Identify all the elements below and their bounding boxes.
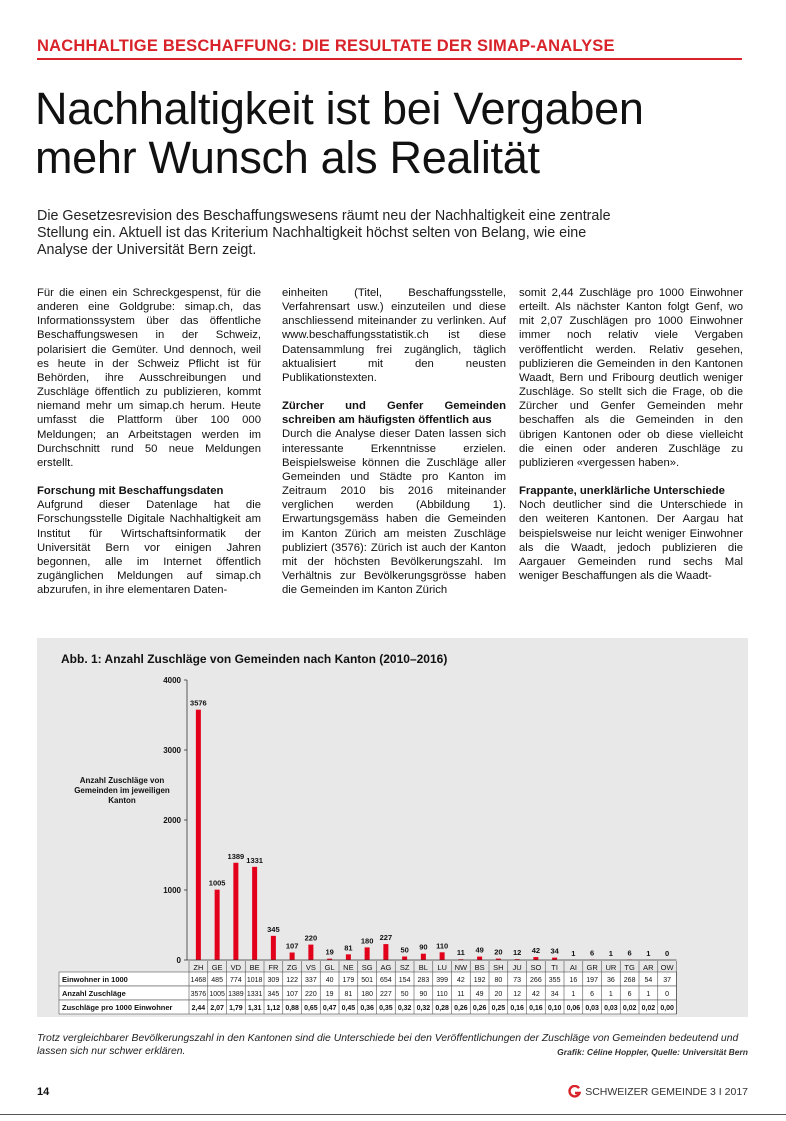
table-cell: 49: [475, 991, 484, 998]
x-category-label: AG: [380, 963, 392, 972]
figure-caption: Trotz vergleichbarer Bevölkerungszahl in den Kantonen sind die Unterschiede bei den Veröffentlichungen der Zuschläge von Gemeinden bedeutend und lassen sich nur schwer erklären.: [37, 1033, 739, 1057]
table-cell: 0,26: [472, 1005, 487, 1012]
table-cell: 1,12: [266, 1005, 281, 1012]
x-category-label: FR: [268, 963, 279, 972]
headline: [35, 84, 755, 182]
x-category-label: JU: [512, 963, 522, 972]
bar-value-label: 3576: [190, 698, 207, 708]
table-cell: 0,25: [491, 1005, 506, 1012]
footer-brand: [568, 1085, 748, 1098]
table-cell: 154: [398, 977, 411, 984]
table-cell: 180: [361, 991, 373, 998]
chart-figure: [37, 638, 748, 1017]
table-cell: 34: [550, 991, 559, 998]
bar-value-label: 1389: [227, 851, 245, 861]
table-cell: 283: [417, 977, 430, 984]
table-cell: 268: [623, 977, 636, 984]
y-tick-label: 0: [176, 956, 181, 965]
x-category-label: SG: [361, 963, 373, 972]
paragraph: Für die einen ein Schreckgespenst, für die anderen eine Goldgrube: simap.ch, das Informationssystem über das öffentliche Beschaffungswesen in der Schweiz, polarisiert die Gemüter. Und dennoch, weil es heute in der Schweiz Pflicht ist für Behörden, ihre Ausschreibungen und Zuschläge öffentlich zu publizieren, kommt niemand mehr um simap.ch herum. Heute umfasst die Plattform über 100 000 Meldungen; an Arbeitstagen werden im Durchschnitt rund 50 neue Meldungen erstellt.: [37, 287, 261, 469]
table-cell: 3576: [190, 991, 207, 998]
chart-title: Abb. 1: Anzahl Zuschläge von Gemeinden nach Kanton (2010–2016): [61, 652, 448, 666]
bar-value-label: 42: [531, 946, 541, 956]
subheading: Frappante, unerklärliche Unterschiede: [519, 485, 725, 498]
bar-value-label: 6: [627, 948, 632, 958]
gemeinde-logo-icon: [568, 1085, 581, 1098]
x-category-label: ZG: [286, 963, 298, 972]
bar-value-label: 50: [400, 945, 409, 955]
x-category-label: OW: [660, 963, 674, 972]
table-cell: 1: [608, 991, 613, 998]
table-cell: 220: [305, 991, 317, 998]
x-category-label: GL: [324, 963, 335, 972]
table-cell: 2,07: [210, 1005, 224, 1012]
footer-rule: [0, 1114, 786, 1115]
table-cell: 399: [436, 977, 448, 984]
table-cell: 1,31: [247, 1005, 262, 1012]
page-number: 14: [37, 1086, 50, 1098]
table-cell: 80: [494, 977, 503, 984]
table-cell: 1: [571, 991, 576, 998]
table-cell: 0,00: [660, 1005, 674, 1012]
chart-bar: [290, 953, 295, 960]
table-row-label: Zuschläge pro 1000 Einwohner: [62, 1003, 173, 1012]
table-cell: 0,16: [510, 1005, 524, 1012]
headline-line1: Nachhaltigkeit ist bei Vergaben: [35, 83, 644, 134]
table-cell: 40: [325, 977, 334, 984]
table-row-label: Einwohner in 1000: [62, 975, 128, 984]
chart-bar: [440, 952, 445, 960]
text-column-1: [37, 286, 261, 597]
table-cell: 20: [494, 991, 503, 998]
bar-value-label: 19: [325, 947, 334, 957]
x-category-label: UR: [605, 963, 617, 972]
paragraph: einheiten (Titel, Beschaffungsstelle, Verfahrensart usw.) einzuteilen und diese anschliessend miteinander zu verlinken. Auf www.beschaffungsstatistik.ch ist diese Datensammlung frei zugänglich, täglich aktualisiert mit den neusten Publikationstexten.: [282, 287, 506, 384]
table-cell: 122: [286, 977, 298, 984]
bar-value-label: 1: [608, 948, 613, 958]
x-category-label: AR: [643, 963, 654, 972]
table-cell: 0,02: [622, 1005, 637, 1012]
headline-line2: mehr Wunsch als Realität: [35, 132, 540, 183]
x-category-label: VS: [305, 963, 316, 972]
kicker-rule: [37, 58, 742, 60]
bar-chart: [37, 638, 748, 1017]
chart-bar: [271, 936, 276, 960]
x-category-label: TG: [624, 963, 635, 972]
table-cell: 1331: [246, 991, 263, 998]
table-cell: 485: [211, 977, 223, 984]
table-cell: 6: [590, 991, 595, 998]
table-cell: 11: [457, 991, 465, 998]
table-cell: 0,36: [360, 1005, 374, 1012]
table-cell: 1,79: [229, 1005, 243, 1012]
paragraph: somit 2,44 Zuschläge pro 1000 Einwohner erteilt. Als nächster Kanton folgt Genf, wo mit 2,07 Zuschlägen pro 1000 Einwohner immer noch relativ viele Vergaben veröffentlicht werden. Relativ gesehen, publizieren die Gemeinden in den Kantonen Waadt, Bern und Fribourg deutlich weniger Zuschläge. So stellt sich die Frage, ob die Zürcher und Genfer Gemeinden mehr beschaffen als die Gemeinden in den übrigen Kantonen oder ob diese vielleicht die einen oder anderen Zuschläge zu publizieren «vergessen haben».: [519, 287, 743, 469]
table-cell: 12: [513, 991, 522, 998]
paragraph: Aufgrund dieser Datenlage hat die Forschungsstelle Digitale Nachhaltigkeit am Institut für Wirtschaftsinformatik der Universität Bern vor einigen Jahren begonnen, alle im Internet öffentlich zugänglichen Meldungen auf simap.ch abzurufen, in ihre elementaren Daten-: [37, 499, 261, 597]
chart-bar: [402, 957, 407, 961]
chart-bar: [196, 710, 201, 960]
table-cell: 0,26: [454, 1005, 468, 1012]
bar-value-label: 6: [590, 948, 595, 958]
bar-value-label: 0: [665, 949, 670, 958]
table-cell: 1018: [246, 977, 263, 984]
table-cell: 90: [419, 991, 428, 998]
table-cell: 36: [606, 977, 615, 984]
table-cell: 16: [569, 977, 578, 984]
table-cell: 1468: [190, 977, 207, 984]
y-tick-label: 4000: [163, 676, 181, 685]
table-cell: 42: [531, 991, 540, 998]
table-cell: 73: [513, 977, 522, 984]
x-category-label: BL: [418, 963, 428, 972]
table-cell: 0,88: [285, 1005, 299, 1012]
chart-bar: [533, 957, 538, 960]
bar-value-label: 90: [419, 942, 428, 952]
paragraph: Durch die Analyse dieser Daten lassen sich interessante Erkenntnisse erzielen. Beispielsweise können die Zuschläge aller Gemeinden und Städte pro Kanton im Zeitraum 2010 bis 2016 miteinander verglichen werden (Abbildung 1). Erwartungsgemäss haben die Gemeinden im Kanton Zürich am meisten Zuschläge publiziert (3576): Zürich ist auch der Kanton mit der höchsten Bevölkerungszahl. Im Verhältnis zur Bevölkerungsgrösse haben die Gemeinden im Kanton Zürich: [282, 428, 506, 597]
chart-bar: [346, 954, 351, 960]
chart-bar: [252, 867, 257, 960]
table-cell: 2,44: [191, 1005, 206, 1012]
x-category-label: BS: [474, 963, 485, 972]
bar-value-label: 34: [550, 946, 559, 956]
text-column-2: [282, 286, 506, 597]
bar-value-label: 110: [436, 941, 449, 951]
table-cell: 774: [230, 977, 242, 984]
table-cell: 309: [267, 977, 280, 984]
chart-y-label: Anzahl Zuschläge von Gemeinden im jeweiligen Kanton: [74, 776, 170, 805]
table-cell: 0,02: [641, 1005, 656, 1012]
table-cell: 54: [644, 977, 653, 984]
y-tick-label: 2000: [163, 816, 181, 825]
y-tick-label: 3000: [163, 746, 181, 755]
bar-value-label: 1: [646, 948, 651, 958]
x-category-label: VD: [230, 963, 242, 972]
footer-brand-text: SCHWEIZER GEMEINDE 3 I 2017: [585, 1085, 748, 1098]
table-cell: 0: [665, 991, 670, 998]
table-cell: 227: [380, 991, 392, 998]
y-tick-label: 1000: [163, 886, 181, 895]
table-cell: 0,28: [435, 1005, 449, 1012]
chart-bar: [365, 947, 370, 960]
bar-value-label: 1331: [246, 855, 263, 865]
chart-bar: [233, 863, 238, 960]
table-cell: 654: [380, 977, 392, 984]
bar-value-label: 107: [285, 941, 299, 951]
paragraph: Noch deutlicher sind die Unterschiede in den weiteren Kantonen. Der Aargau hat beispielsweise nur leicht weniger Einwohner als die Waadt, jedoch publizieren die Aargauer Gemeinden rund sechs Mal weniger Beschaffungen als die Waadt-: [519, 499, 743, 582]
table-cell: 1389: [228, 991, 244, 998]
table-cell: 179: [342, 977, 355, 984]
table-cell: 107: [286, 991, 298, 998]
table-cell: 110: [436, 991, 448, 998]
text-column-3: [519, 286, 743, 583]
x-category-label: SH: [493, 963, 504, 972]
x-category-label: LU: [437, 963, 447, 972]
chart-bar: [383, 944, 388, 960]
chart-bar: [477, 957, 482, 960]
x-category-label: AI: [569, 963, 577, 972]
bar-value-label: 49: [475, 945, 484, 955]
table-cell: 345: [267, 991, 280, 998]
table-cell: 0,35: [379, 1005, 393, 1012]
chart-bar: [215, 890, 220, 960]
bar-value-label: 1005: [208, 878, 226, 888]
table-cell: 19: [325, 991, 334, 998]
x-category-label: ZH: [193, 963, 204, 972]
table-cell: 81: [344, 991, 353, 998]
table-row-label: Anzahl Zuschläge: [62, 989, 126, 998]
x-category-label: GE: [211, 963, 223, 972]
x-category-label: SZ: [399, 963, 410, 972]
bar-value-label: 1: [571, 948, 576, 958]
x-category-label: TI: [551, 963, 558, 972]
table-cell: 1: [646, 991, 651, 998]
table-cell: 0,03: [585, 1005, 599, 1012]
table-cell: 0,16: [529, 1005, 543, 1012]
bar-value-label: 11: [456, 948, 465, 958]
table-cell: 0,32: [397, 1005, 412, 1012]
table-cell: 0,03: [604, 1005, 618, 1012]
table-cell: 501: [361, 977, 373, 984]
bar-value-label: 180: [360, 936, 374, 946]
bar-value-label: 227: [379, 933, 393, 943]
x-category-label: GR: [586, 963, 598, 972]
table-cell: 266: [530, 977, 542, 984]
table-cell: 6: [627, 991, 632, 998]
table-cell: 355: [548, 977, 561, 984]
table-cell: 50: [400, 991, 409, 998]
table-cell: 192: [473, 977, 486, 984]
kicker: NACHHALTIGE BESCHAFFUNG: DIE RESULTATE DER SIMAP-ANALYSE: [37, 37, 615, 55]
table-cell: 337: [305, 977, 317, 984]
bar-value-label: 20: [494, 947, 503, 957]
table-cell: 0,65: [304, 1005, 318, 1012]
table-cell: 37: [663, 977, 672, 984]
table-cell: 0,32: [416, 1005, 431, 1012]
x-category-label: SO: [530, 963, 542, 972]
table-cell: 0,06: [566, 1005, 581, 1012]
bar-value-label: 220: [304, 933, 318, 943]
figure-credit: Grafik: Céline Hoppler, Quelle: Universität Bern: [557, 1047, 748, 1057]
chart-bar: [421, 954, 426, 960]
x-category-label: NE: [343, 963, 354, 972]
bar-value-label: 345: [267, 924, 280, 934]
table-cell: 1005: [209, 991, 225, 998]
table-cell: 42: [456, 977, 465, 984]
subheading: Zürcher und Genfer Gemeinden schreiben am häufigsten öffentlich aus: [282, 400, 506, 427]
x-category-label: NW: [454, 963, 468, 972]
bar-value-label: 81: [344, 943, 353, 953]
table-cell: 197: [586, 977, 598, 984]
bar-value-label: 12: [512, 948, 522, 958]
subheading: Forschung mit Beschaffungsdaten: [37, 485, 224, 498]
table-cell: 0,45: [341, 1005, 356, 1012]
lead-paragraph: Die Gesetzesrevision des Beschaffungswesens räumt neu der Nachhaltigkeit eine zentrale Stellung ein. Aktuell ist das Kriterium Nachhaltigkeit höchst selten von Belang, wie eine Analyse der Universität Bern zeigt.: [37, 208, 611, 258]
chart-bar: [308, 945, 313, 960]
table-cell: 0,47: [322, 1005, 337, 1012]
table-cell: 0,10: [547, 1005, 562, 1012]
x-category-label: BE: [249, 963, 260, 972]
